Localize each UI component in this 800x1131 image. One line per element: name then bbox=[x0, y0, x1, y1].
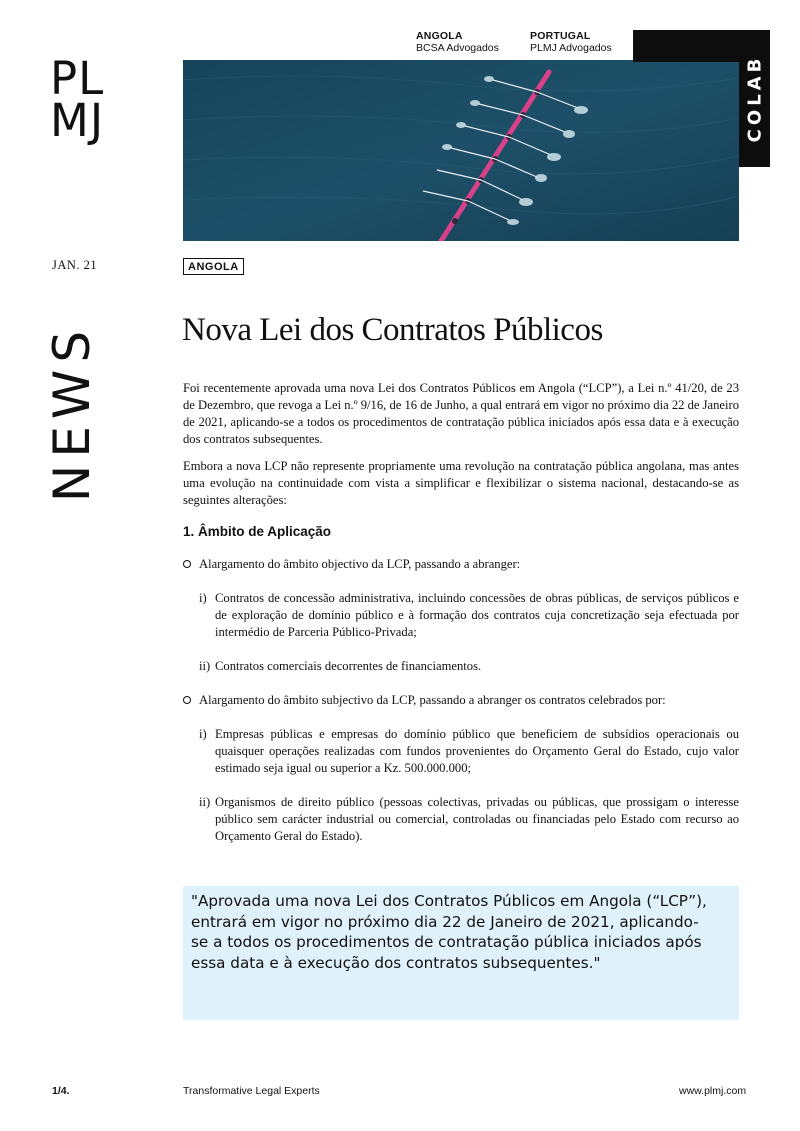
bullet-item bbox=[183, 556, 739, 573]
partner-portugal bbox=[530, 30, 612, 54]
sub-item-text: Organismos de direito público (pessoas colectivas, privadas ou públicas, que prossigam o interesse público sem carácter industrial ou comercial, controladas ou financiadas pelo Estado com recurso ao Orçamento Geral do Estado). bbox=[215, 795, 739, 843]
colab-text: COLAB bbox=[744, 54, 766, 143]
sub-item bbox=[183, 726, 739, 777]
pull-quote bbox=[183, 886, 739, 1020]
plmj-logo bbox=[50, 52, 134, 147]
hero-image bbox=[183, 60, 739, 241]
footer-tagline: Transformative Legal Experts bbox=[183, 1085, 320, 1097]
page-number: 1/4. bbox=[52, 1085, 70, 1097]
logo-line-2: MJ bbox=[50, 94, 105, 147]
intro-paragraph-1: Foi recentemente aprovada uma nova Lei dos Contratos Públicos em Angola (“LCP”), a Lei n.º 41/20, de 23 de Dezembro, que revoga a Lei n.º 9/16, de 16 de Junho, a qual entrará em vigor no próximo dia 22 de Janeiro de 2021, aplicando-se a todos os procedimentos de contratação pública iniciados após essa data e à execução dos contratos subsequentes. bbox=[183, 381, 739, 446]
country-tag: ANGOLA bbox=[183, 258, 244, 275]
publication-date: JAN. 21 bbox=[52, 258, 98, 272]
partner-firm: BCSA Advogados bbox=[416, 42, 499, 54]
section-heading: 1. Âmbito de Aplicação bbox=[183, 524, 332, 539]
colab-label bbox=[739, 30, 770, 167]
sub-item-text: Contratos comerciais decorrentes de financiamentos. bbox=[215, 659, 482, 673]
sub-item bbox=[183, 658, 739, 675]
sub-item-number: ii) bbox=[199, 659, 211, 673]
news-label: NEWS bbox=[43, 323, 102, 502]
quote-text: "Aprovada uma nova Lei dos Contratos Públicos em Angola (“LCP”), entrará em vigor no próximo dia 22 de Janeiro de 2021, aplicando-se a todos os procedimentos de contratação pública iniciados após essa data e à execução dos contratos subsequentes." bbox=[191, 892, 707, 972]
article-title: Nova Lei dos Contratos Públicos bbox=[182, 312, 603, 348]
logo-line-1: PL bbox=[50, 52, 105, 105]
bullet-text: Alargamento do âmbito objectivo da LCP, passando a abranger: bbox=[199, 557, 521, 571]
sub-item bbox=[183, 794, 739, 845]
partner-country: ANGOLA bbox=[416, 30, 463, 42]
sub-item-number: i) bbox=[199, 727, 207, 741]
section-label bbox=[42, 310, 102, 515]
intro-paragraph-2: Embora a nova LCP não represente propriamente uma revolução na contratação pública angolana, mas antes uma evolução na continuidade com vista a simplificar e flexibilizar o sistema nacional, destacando-se as seguintes alterações: bbox=[183, 459, 739, 507]
partner-angola bbox=[416, 30, 499, 54]
sub-item-text: Contratos de concessão administrativa, incluindo concessões de obras públicas, de serviços públicos e de exploração de domínio público e à formação dos contratos cuja concretização seja efectuada por intermédio de Parceria Público-Privada; bbox=[215, 591, 739, 639]
rowing-boat-illustration bbox=[183, 60, 739, 241]
sub-item bbox=[183, 590, 739, 641]
bullet-text: Alargamento do âmbito subjectivo da LCP, passando a abranger os contratos celebrados por: bbox=[199, 693, 666, 707]
bullet-item bbox=[183, 692, 739, 709]
sub-item-text: Empresas públicas e empresas do domínio público que beneficiem de subsídios operacionais ou quaisquer operações realizadas com fundos provenientes do Orçamento Geral do Estado, cujo valor estimado seja igual ou superior a Kz. 500.000.000; bbox=[215, 727, 739, 775]
sub-item-number: i) bbox=[199, 591, 207, 605]
partner-country: PORTUGAL bbox=[530, 30, 591, 42]
partner-firm: PLMJ Advogados bbox=[530, 42, 612, 54]
circle-bullet-icon bbox=[183, 696, 191, 704]
circle-bullet-icon bbox=[183, 560, 191, 568]
sub-item-number: ii) bbox=[199, 795, 211, 809]
article-body bbox=[183, 380, 739, 862]
footer-url[interactable]: www.plmj.com bbox=[679, 1085, 747, 1097]
